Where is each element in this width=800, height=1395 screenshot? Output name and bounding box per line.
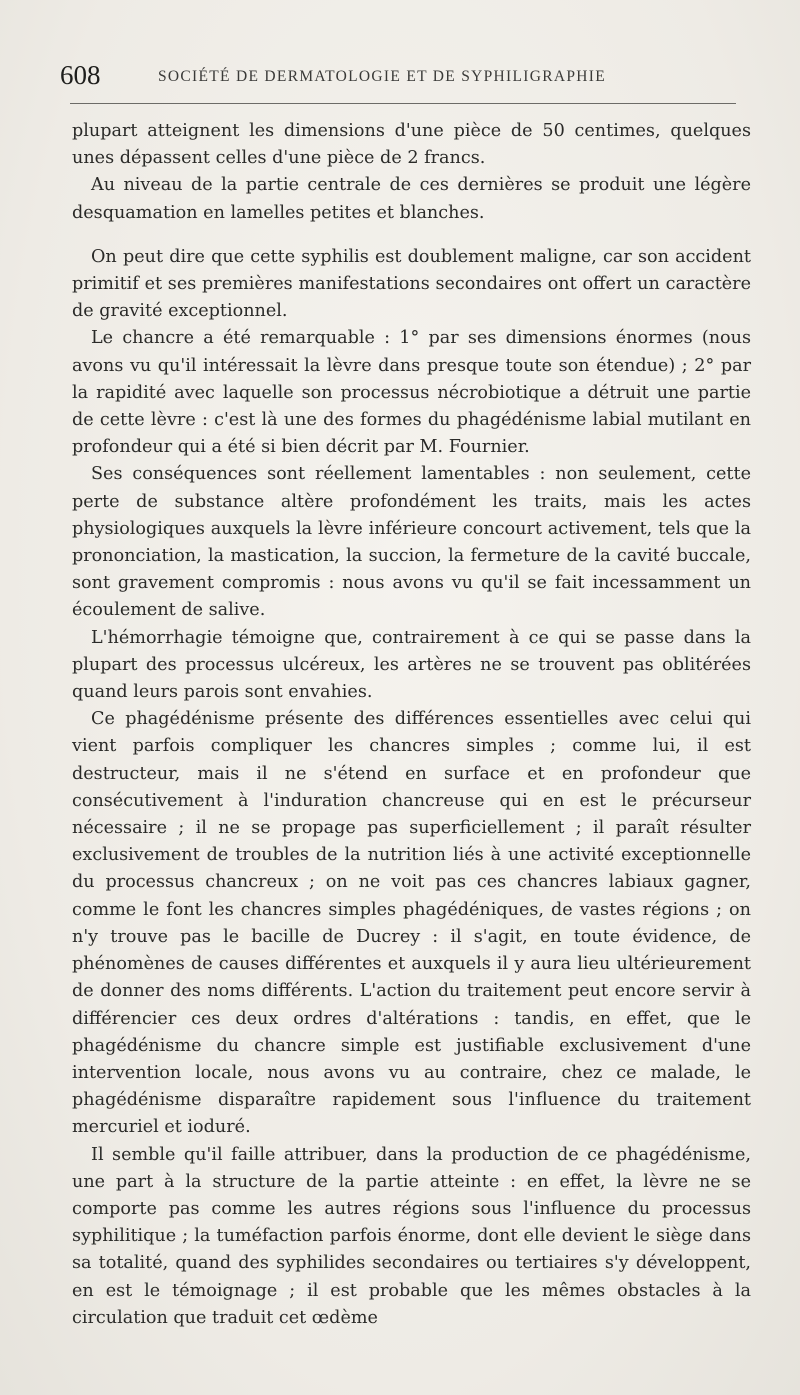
paragraph: Le chancre a été remarquable : 1° par ses dimensions énormes (nous avons vu qu'il intéressait la lèvre dans presque toute son étendue) ; 2° par la rapidité avec laquelle son processus nécrobiotique a détruit une partie de cette lèvre : c'est là une des formes du phagédénisme labial mutilant en profondeur qui a été si bien décrit par M. Fournier.: [72, 328, 751, 458]
paragraph: Au niveau de la partie centrale de ces dernières se produit une légère desquamation en lamelles petites et blanches.: [72, 175, 751, 223]
page-number: 608: [60, 60, 101, 90]
running-title: SOCIÉTÉ DE DERMATOLOGIE ET DE SYPHILIGRAPHIE: [158, 68, 606, 85]
paragraph: L'hémorrhagie témoigne que, contrairement à ce qui se passe dans la plupart des processus ulcéreux, les artères ne se trouvent pas oblitérées quand leurs parois sont envahies.: [72, 627, 751, 703]
header-rule: [70, 103, 736, 104]
paragraph: Il semble qu'il faille attribuer, dans la production de ce phagédénisme, une part à la structure de la partie atteinte : en effet, la lèvre ne se comporte pas comme les autres régions sous l'influence du processus syphilitique ; la tuméfaction parfois énorme, dont elle devient le siège dans sa totalité, quand des syphilides secondaires ou tertiaires s'y développent, en est le témoignage ; il est probable que les mêmes obstacles à la circulation que traduit cet œdème: [72, 1144, 751, 1328]
page-header: [60, 60, 740, 90]
paragraph: Ses conséquences sont réellement lamentables : non seulement, cette perte de substance altère profondément les traits, mais les actes physiologiques auxquels la lèvre inférieure concourt activement, tels que la prononciation, la mastication, la succion, la fermeture de la cavité buccale, sont gravement compromis : nous avons vu qu'il se fait incessamment un écoulement de salive.: [72, 464, 751, 621]
paragraph: On peut dire que cette syphilis est doublement maligne, car son accident primitif et ses premières manifestations secondaires ont offert un caractère de gravité exceptionnel.: [72, 246, 751, 322]
paragraph: Ce phagédénisme présente des différences essentielles avec celui qui vient parfois compliquer les chancres simples ; comme lui, il est destructeur, mais il ne s'étend en surface et en profondeur que consécutivement à l'induration chancreuse qui en est le précurseur nécessaire ; il ne se propage pas superficiellement ; il paraît résulter exclusivement de troubles de la nutrition liés à une activité exceptionnelle du processus chancreux ; on ne voit pas ces chancres labiaux gagner, comme le font les chancres simples phagédéniques, de vastes régions ; on n'y trouve pas le bacille de Ducrey : il s'agit, en toute évidence, de phénomènes de causes différentes et auxquels il y aura lieu ultérieurement de donner des noms différents. L'action du traitement peut encore servir à différencier ces deux ordres d'altérations : tandis, en effet, que le phagédénisme du chancre simple est justifiable exclusivement d'une intervention locale, nous avons vu au contraire, chez ce malade, le phagédénisme disparaître rapidement sous l'influence du traitement mercuriel et ioduré.: [72, 709, 751, 1138]
paragraph: plupart atteignent les dimensions d'une pièce de 50 centimes, quelques unes dépassent celles d'une pièce de 2 francs.: [72, 121, 751, 169]
body-text: [72, 118, 751, 1332]
